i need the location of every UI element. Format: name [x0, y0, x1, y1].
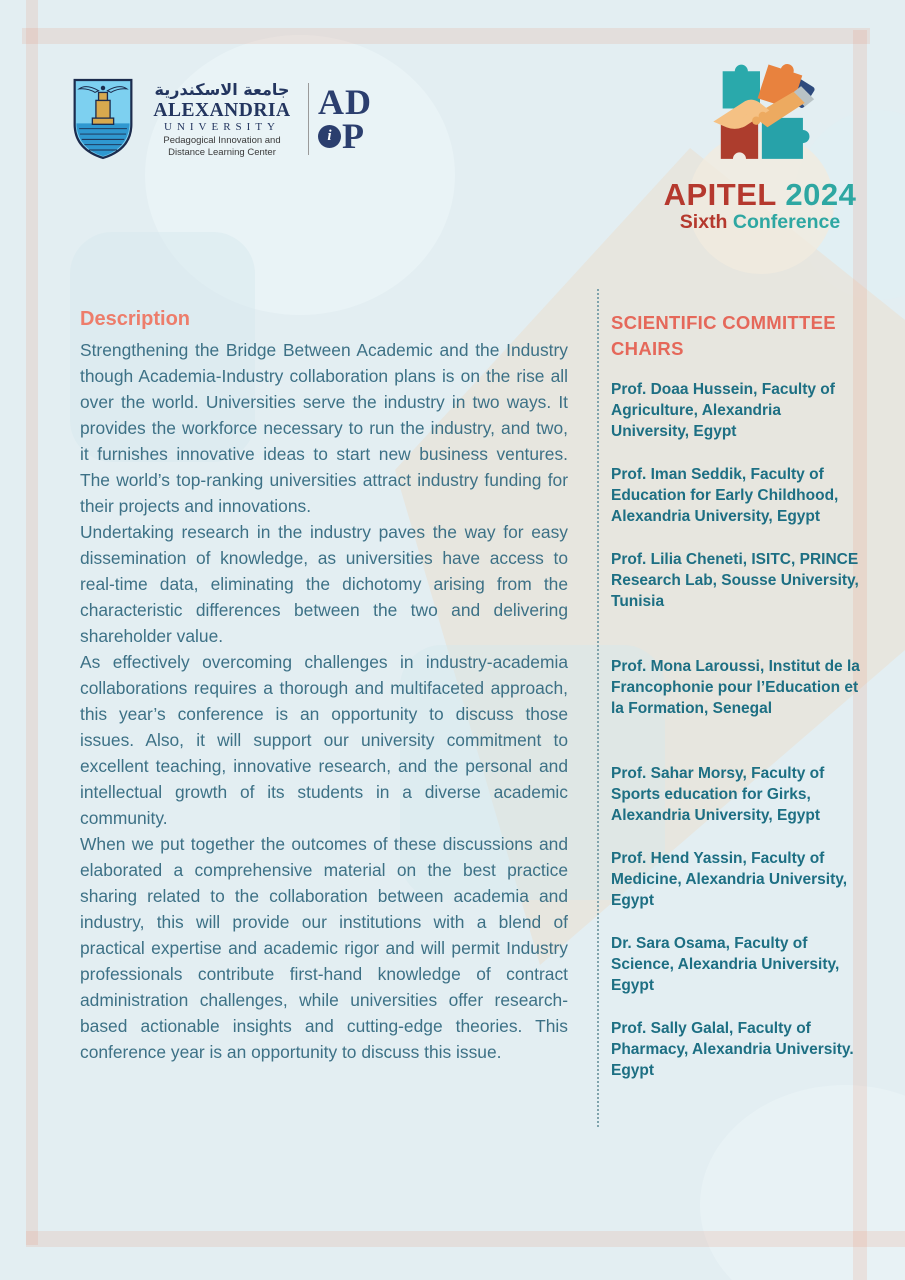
- committee-member-2: Prof. Iman Seddik, Faculty of Education for Early Childhood, Alexandria University, Egypt: [611, 466, 839, 525]
- adip-logo: [318, 84, 372, 154]
- committee-member-6: Prof. Hend Yassin, Faculty of Medicine, Alexandria University, Egypt: [611, 850, 848, 909]
- university-shield-icon: [72, 76, 134, 162]
- university-arabic-name: جامعة الاسكندرية: [154, 79, 290, 99]
- apitel-puzzle-handshake-icon: [704, 60, 816, 172]
- committee-member-3: Prof. Lilia Cheneti, ISITC, PRINCE Research Lab, Sousse University, Tunisia: [611, 551, 859, 610]
- conference-title-year: 2024: [785, 177, 857, 212]
- committee-member-4: Prof. Mona Laroussi, Institut de la Francophonie pour l’Education et la Formation, Senegal: [611, 658, 860, 717]
- adip-logo-bottom: i P: [318, 118, 372, 154]
- committee-section: [611, 310, 863, 1103]
- apitel-conference-logo: [655, 60, 865, 233]
- frame-line-bottom: [26, 1231, 905, 1247]
- conference-title: [655, 179, 865, 211]
- committee-member-1: Prof. Doaa Hussein, Faculty of Agriculture, Alexandria University, Egypt: [611, 381, 835, 440]
- committee-member-8: Prof. Sally Galal, Faculty of Pharmacy, Alexandria University. Egypt: [611, 1020, 854, 1079]
- conference-subtitle-ordinal: Sixth: [679, 211, 728, 233]
- university-name-block: [143, 80, 301, 159]
- committee-member-7: Dr. Sara Osama, Faculty of Science, Alexandria University, Egypt: [611, 935, 840, 994]
- conference-subtitle-word: Conference: [732, 211, 841, 233]
- center-name-line1: Pedagogical Innovation and: [163, 134, 281, 146]
- description-paragraph-1: Strengthening the Bridge Between Academic and the Industry though Academia-Industry collaboration plans is on the rise all over the world. Universities serve the industry in two ways. It provides the workforce necessary to run the industry, and two, it furnishes innovative ideas to start new business ventures. The world’s top-ranking universities attract industry funding for their projects and innovations.: [80, 340, 568, 516]
- description-section: [80, 306, 568, 1065]
- university-name: ALEXANDRIA: [153, 99, 291, 121]
- description-heading: Description: [80, 308, 191, 330]
- adip-logo-top: AD: [318, 82, 372, 122]
- frame-line-left: [26, 0, 38, 1245]
- description-paragraph-2: Undertaking research in the industry paves the way for easy dissemination of knowledge, as universities have access to real-time data, eliminating the dichotomy arising from the characteristic differences between the two and delivering shareholder value.: [80, 522, 568, 646]
- university-subtitle: UNIVERSITY: [164, 120, 280, 133]
- frame-line-top: [22, 28, 870, 44]
- description-paragraph-3: As effectively overcoming challenges in industry-academia collaborations requires a thorough and multifaceted approach, this year’s conference is an opportunity to discuss those issues. Also, it will support our university commitment to excellent teaching, innovative research, and the personal and intellectual growth of its students in a diverse academic community.: [80, 652, 568, 828]
- logo-divider: [308, 83, 309, 155]
- committee-heading: SCIENTIFIC COMMITTEE CHAIRS: [611, 312, 836, 359]
- committee-member-5: Prof. Sahar Morsy, Faculty of Sports education for Girks, Alexandria University, Egypt: [611, 765, 825, 824]
- description-paragraph-4: When we put together the outcomes of these discussions and elaborated a comprehensive material on the best practice sharing related to the collaboration between academia and industry, this will provide our institutions with a blend of practical expertise and academic rigor and will permit Industry professionals contribute first-hand knowledge of contract administration challenges, while universities offer research-based actionable insights and cutting-edge theories. This conference year is an opportunity to discuss this issue.: [80, 834, 568, 1062]
- center-name-line2: Distance Learning Center: [168, 147, 276, 158]
- conference-title-name: APITEL: [663, 177, 777, 212]
- column-divider: [597, 289, 599, 1127]
- conference-subtitle: [655, 211, 865, 233]
- adip-i-icon: i: [318, 125, 341, 148]
- alexandria-university-logo: [72, 76, 372, 162]
